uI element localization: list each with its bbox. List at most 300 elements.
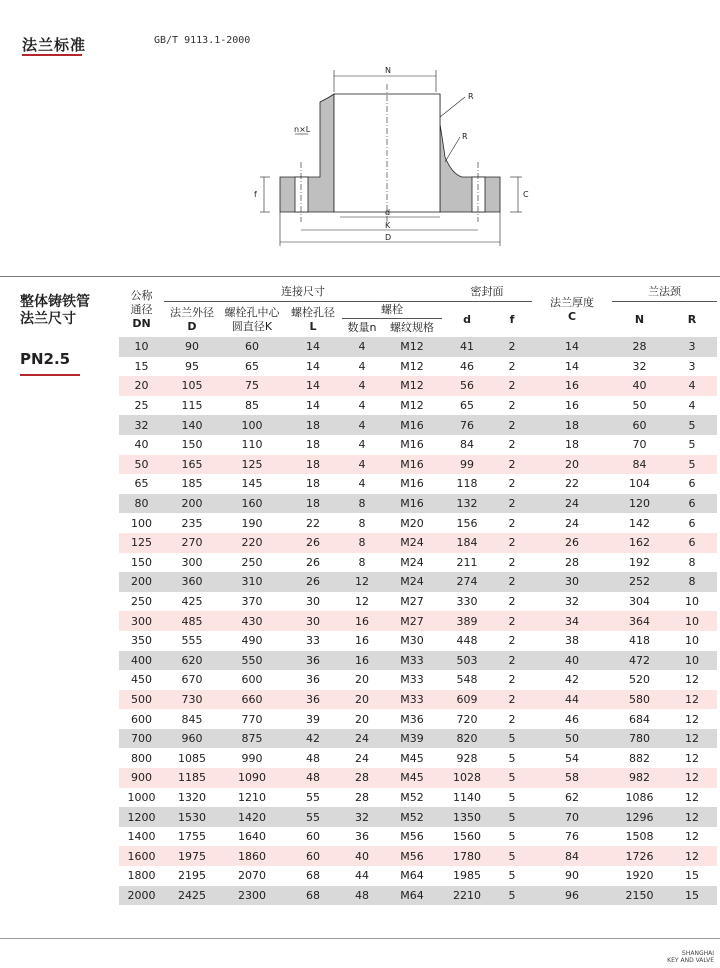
table-cell: 30 [284, 592, 342, 612]
table-cell: 65 [442, 396, 492, 416]
table-cell: 40 [119, 435, 164, 455]
table-cell: 142 [612, 513, 667, 533]
header-neck-r: R [687, 312, 697, 326]
table-cell: 12 [342, 572, 382, 592]
table-cell: 5 [492, 788, 532, 808]
header-connect: 连接尺寸 [164, 283, 442, 302]
table-cell: M16 [382, 494, 442, 514]
table-cell: 10 [119, 337, 164, 357]
table-cell: 8 [342, 533, 382, 553]
table-cell: 5 [492, 768, 532, 788]
table-cell: M33 [382, 670, 442, 690]
table-cell: 48 [284, 748, 342, 768]
table-cell: 1210 [220, 788, 284, 808]
table-cell: 4 [342, 474, 382, 494]
table-cell: 990 [220, 748, 284, 768]
table-cell: 5 [492, 807, 532, 827]
table-cell: 2 [492, 690, 532, 710]
label-f: f [254, 190, 257, 199]
table-cell: 36 [284, 651, 342, 671]
header-dn-label: 公称通径 [130, 289, 153, 316]
logo-line-2: KEY AND VALVE [667, 957, 714, 964]
table-row [119, 729, 717, 749]
table-row [119, 572, 717, 592]
table-cell: 38 [532, 631, 612, 651]
table-cell: 8 [342, 494, 382, 514]
table-cell: 1726 [612, 846, 667, 866]
label-r-top: R [468, 92, 474, 101]
table-cell: M64 [382, 866, 442, 886]
table-cell: 5 [492, 846, 532, 866]
table-cell: 4 [342, 396, 382, 416]
table-cell: M56 [382, 846, 442, 866]
table-cell: 12 [667, 768, 717, 788]
table-cell: 46 [532, 709, 612, 729]
table-cell: 1140 [442, 788, 492, 808]
table-cell: 1420 [220, 807, 284, 827]
table-cell: 770 [220, 709, 284, 729]
label-r-mid: R [462, 132, 468, 141]
table-cell: 550 [220, 651, 284, 671]
table-row [119, 827, 717, 847]
table-cell: 1320 [164, 788, 220, 808]
table-cell: 2070 [220, 866, 284, 886]
table-cell: 36 [284, 670, 342, 690]
table-cell: 14 [532, 337, 612, 357]
table-cell: 548 [442, 670, 492, 690]
table-cell: 485 [164, 611, 220, 631]
table-cell: 20 [119, 376, 164, 396]
table-cell: M45 [382, 768, 442, 788]
table-cell: M39 [382, 729, 442, 749]
table-cell: 6 [667, 494, 717, 514]
table-cell: 200 [119, 572, 164, 592]
table-cell: M45 [382, 748, 442, 768]
table-row [119, 709, 717, 729]
table-cell: M12 [382, 337, 442, 357]
table-cell: 24 [532, 494, 612, 514]
table-cell: 68 [284, 886, 342, 906]
table-cell: 18 [284, 435, 342, 455]
table-cell: 600 [119, 709, 164, 729]
table-cell: 76 [532, 827, 612, 847]
table-cell: 2 [492, 709, 532, 729]
table-cell: 5 [492, 866, 532, 886]
header-outer-label: 法兰外径 [170, 305, 214, 319]
header-seal-d: d [463, 312, 471, 326]
table-cell: 2 [492, 474, 532, 494]
table-row [119, 611, 717, 631]
table-cell: 845 [164, 709, 220, 729]
table-cell: M12 [382, 376, 442, 396]
table-cell: 14 [284, 357, 342, 377]
table-cell: 12 [667, 788, 717, 808]
table-cell: 2 [492, 415, 532, 435]
header-seal-f: f [509, 312, 515, 326]
title-underline [22, 54, 82, 56]
table-cell: 4 [342, 376, 382, 396]
header-outer-diameter [164, 302, 220, 338]
table-row [119, 807, 717, 827]
table-cell: 85 [220, 396, 284, 416]
table-cell: 160 [220, 494, 284, 514]
table-cell: 370 [220, 592, 284, 612]
table-cell: 425 [164, 592, 220, 612]
table-cell: 24 [342, 729, 382, 749]
table-cell: 110 [220, 435, 284, 455]
table-cell: 250 [220, 553, 284, 573]
footer-line [0, 938, 720, 939]
caption-underline [20, 374, 80, 376]
table-cell: 430 [220, 611, 284, 631]
table-cell: 105 [164, 376, 220, 396]
table-cell: M20 [382, 513, 442, 533]
table-cell: 42 [532, 670, 612, 690]
table-cell: 20 [532, 455, 612, 475]
table-cell: 145 [220, 474, 284, 494]
table-cell: 2 [492, 357, 532, 377]
table-cell: 5 [492, 729, 532, 749]
table-cell: 185 [164, 474, 220, 494]
table-cell: 40 [612, 376, 667, 396]
table-cell: 18 [284, 474, 342, 494]
table-cell: 56 [442, 376, 492, 396]
table-row [119, 670, 717, 690]
table-cell: 70 [612, 435, 667, 455]
label-n: N [385, 66, 391, 75]
table-cell: 364 [612, 611, 667, 631]
table-cell: 1780 [442, 846, 492, 866]
table-cell: M33 [382, 690, 442, 710]
table-cell: 120 [612, 494, 667, 514]
table-cell: 660 [220, 690, 284, 710]
table-body [119, 337, 717, 905]
table-cell: 12 [667, 748, 717, 768]
table-cell: 211 [442, 553, 492, 573]
table-cell: 100 [220, 415, 284, 435]
header-thickness [532, 283, 612, 337]
header-bolt-hole-symbol: L [309, 319, 317, 333]
table-cell: 2 [492, 651, 532, 671]
table-cell: 5 [667, 435, 717, 455]
table-cell: 192 [612, 553, 667, 573]
table-cell: 125 [119, 533, 164, 553]
table-cell: 16 [342, 651, 382, 671]
table-cell: 10 [667, 651, 717, 671]
table-cell: 780 [612, 729, 667, 749]
table-cell: 520 [612, 670, 667, 690]
table-cell: 20 [342, 709, 382, 729]
table-cell: 26 [532, 533, 612, 553]
table-cell: 4 [342, 337, 382, 357]
table-cell: 200 [164, 494, 220, 514]
table-cell: 900 [119, 768, 164, 788]
header-bolt-thread: 螺纹规格 [390, 321, 434, 334]
table-cell: 730 [164, 690, 220, 710]
table-cell: 60 [284, 827, 342, 847]
table-cell: 36 [284, 690, 342, 710]
table-cell: 36 [342, 827, 382, 847]
table-cell: 1296 [612, 807, 667, 827]
table-cell: 700 [119, 729, 164, 749]
table-cell: 2 [492, 455, 532, 475]
header-dn [119, 283, 164, 337]
table-row [119, 651, 717, 671]
header-bolt-hole-label: 螺栓孔径 [291, 305, 335, 319]
table-row [119, 455, 717, 475]
table-cell: 2 [492, 435, 532, 455]
table-cell: 32 [119, 415, 164, 435]
table-cell: 418 [612, 631, 667, 651]
table-cell: 30 [532, 572, 612, 592]
table-cell: 448 [442, 631, 492, 651]
table-cell: 472 [612, 651, 667, 671]
table-row [119, 494, 717, 514]
table-cell: 8 [342, 513, 382, 533]
table-cell: M12 [382, 396, 442, 416]
table-cell: M30 [382, 631, 442, 651]
table-cell: 1975 [164, 846, 220, 866]
table-cell: 3 [667, 357, 717, 377]
table-row [119, 513, 717, 533]
table-cell: 48 [342, 886, 382, 906]
table-cell: 12 [667, 670, 717, 690]
table-cell: 18 [532, 435, 612, 455]
table-cell: 1800 [119, 866, 164, 886]
table-cell: 1185 [164, 768, 220, 788]
table-cell: 32 [612, 357, 667, 377]
standard-code: GB/T 9113.1-2000 [154, 35, 251, 46]
table-row [119, 376, 717, 396]
table-cell: 2300 [220, 886, 284, 906]
table-cell: 60 [284, 846, 342, 866]
table-row [119, 337, 717, 357]
table-cell: 4 [342, 415, 382, 435]
table-cell: 1985 [442, 866, 492, 886]
table-cell: 960 [164, 729, 220, 749]
table-cell: 44 [342, 866, 382, 886]
table-cell: 389 [442, 611, 492, 631]
table-cell: 26 [284, 533, 342, 553]
table-cell: 304 [612, 592, 667, 612]
table-cell: 982 [612, 768, 667, 788]
table-cell: 928 [442, 748, 492, 768]
table-cell: 10 [667, 592, 717, 612]
header-bolt-qty: 数量n [347, 321, 377, 334]
table-row [119, 553, 717, 573]
table-cell: 15 [667, 886, 717, 906]
table-cell: 580 [612, 690, 667, 710]
table-cell: 5 [667, 415, 717, 435]
header-bolt: 螺栓 [342, 302, 442, 319]
table-cell: M24 [382, 533, 442, 553]
table-cell: 6 [667, 513, 717, 533]
table-cell: 1860 [220, 846, 284, 866]
table-cell: 12 [667, 846, 717, 866]
table-cell: 2 [492, 572, 532, 592]
table-row [119, 435, 717, 455]
table-cell: 1400 [119, 827, 164, 847]
table-caption: 整体铸铁管法兰尺寸 [20, 294, 90, 327]
table-cell: 58 [532, 768, 612, 788]
table-cell: 220 [220, 533, 284, 553]
table-cell: 50 [119, 455, 164, 475]
table-cell: 14 [284, 337, 342, 357]
table-cell: 25 [119, 396, 164, 416]
table-cell: 84 [612, 455, 667, 475]
table-row [119, 592, 717, 612]
table-cell: 1920 [612, 866, 667, 886]
table-cell: 28 [342, 788, 382, 808]
table-cell: 118 [442, 474, 492, 494]
table-cell: 18 [284, 415, 342, 435]
flange-diagram [240, 62, 540, 257]
table-cell: 1600 [119, 846, 164, 866]
table-cell: 6 [667, 533, 717, 553]
table-cell: 2195 [164, 866, 220, 886]
table-cell: 62 [532, 788, 612, 808]
table-cell: 8 [667, 572, 717, 592]
table-cell: 5 [492, 748, 532, 768]
table-cell: 875 [220, 729, 284, 749]
table-cell: 60 [612, 415, 667, 435]
table-cell: 55 [284, 807, 342, 827]
table-cell: 34 [532, 611, 612, 631]
table-cell: 1028 [442, 768, 492, 788]
table-cell: 165 [164, 455, 220, 475]
table-row [119, 866, 717, 886]
table-cell: 39 [284, 709, 342, 729]
table-row [119, 533, 717, 553]
table-cell: 555 [164, 631, 220, 651]
table-cell: 670 [164, 670, 220, 690]
table-cell: M27 [382, 611, 442, 631]
table-cell: 4 [342, 357, 382, 377]
table-cell: 32 [532, 592, 612, 612]
table-cell: 3 [667, 337, 717, 357]
table-cell: 4 [342, 455, 382, 475]
table-cell: 252 [612, 572, 667, 592]
table-cell: M16 [382, 455, 442, 475]
table-cell: 1350 [442, 807, 492, 827]
table-cell: 1530 [164, 807, 220, 827]
label-c: C [523, 190, 529, 199]
header-bolt-center [220, 302, 284, 338]
label-k: K [385, 221, 391, 230]
table-cell: 20 [342, 670, 382, 690]
table-row [119, 886, 717, 906]
table-cell: 300 [119, 611, 164, 631]
table-cell: 8 [667, 553, 717, 573]
table-cell: M36 [382, 709, 442, 729]
table-cell: 1755 [164, 827, 220, 847]
table-cell: 54 [532, 748, 612, 768]
table-cell: 8 [342, 553, 382, 573]
table-row [119, 474, 717, 494]
table-cell: 15 [119, 357, 164, 377]
table-cell: 12 [667, 729, 717, 749]
table-cell: 18 [532, 415, 612, 435]
table-cell: 46 [442, 357, 492, 377]
table-cell: 99 [442, 455, 492, 475]
table-cell: 2 [492, 670, 532, 690]
logo-line-1: SHANGHAI [682, 950, 714, 957]
table-cell: 450 [119, 670, 164, 690]
page-title: 法兰标准 [22, 36, 87, 54]
table-cell: 190 [220, 513, 284, 533]
table-row [119, 396, 717, 416]
table-cell: 2 [492, 553, 532, 573]
table-cell: 1640 [220, 827, 284, 847]
table-cell: 100 [119, 513, 164, 533]
table-row [119, 748, 717, 768]
table-cell: 4 [667, 376, 717, 396]
table-cell: 503 [442, 651, 492, 671]
table-cell: 360 [164, 572, 220, 592]
table-cell: 5 [492, 886, 532, 906]
table-cell: 75 [220, 376, 284, 396]
table-cell: 2 [492, 592, 532, 612]
table-cell: 156 [442, 513, 492, 533]
table-cell: M52 [382, 788, 442, 808]
table-cell: 50 [612, 396, 667, 416]
table-cell: 76 [442, 415, 492, 435]
table-cell: 40 [532, 651, 612, 671]
table-cell: 84 [442, 435, 492, 455]
table-cell: 26 [284, 572, 342, 592]
table-cell: 2 [492, 337, 532, 357]
table-cell: M33 [382, 651, 442, 671]
table-cell: 2000 [119, 886, 164, 906]
table-cell: 16 [532, 376, 612, 396]
table-cell: M12 [382, 357, 442, 377]
table-cell: M52 [382, 807, 442, 827]
table-cell: 1200 [119, 807, 164, 827]
table-cell: 150 [164, 435, 220, 455]
section-divider [0, 276, 720, 277]
table-cell: 2 [492, 396, 532, 416]
table-cell: 16 [342, 631, 382, 651]
label-d-small: d [385, 208, 391, 217]
table-cell: 28 [532, 553, 612, 573]
table-cell: 1090 [220, 768, 284, 788]
table-cell: 310 [220, 572, 284, 592]
table-cell: 70 [532, 807, 612, 827]
table-cell: 184 [442, 533, 492, 553]
table-cell: 720 [442, 709, 492, 729]
header-thickness-symbol: C [567, 310, 577, 323]
table-cell: 2 [492, 513, 532, 533]
table-cell: 90 [164, 337, 220, 357]
table-cell: 500 [119, 690, 164, 710]
table-cell: 250 [119, 592, 164, 612]
table-cell: M16 [382, 435, 442, 455]
table-cell: 132 [442, 494, 492, 514]
table-cell: 1086 [612, 788, 667, 808]
table-cell: 65 [220, 357, 284, 377]
table-cell: 16 [532, 396, 612, 416]
table-cell: 684 [612, 709, 667, 729]
table-cell: 5 [492, 827, 532, 847]
table-cell: 2 [492, 611, 532, 631]
table-cell: 40 [342, 846, 382, 866]
table-cell: 95 [164, 357, 220, 377]
table-cell: 4 [342, 435, 382, 455]
table-cell: 10 [667, 611, 717, 631]
table-cell: 600 [220, 670, 284, 690]
table-cell: M24 [382, 572, 442, 592]
header-neck: 兰法颈 [612, 283, 717, 302]
